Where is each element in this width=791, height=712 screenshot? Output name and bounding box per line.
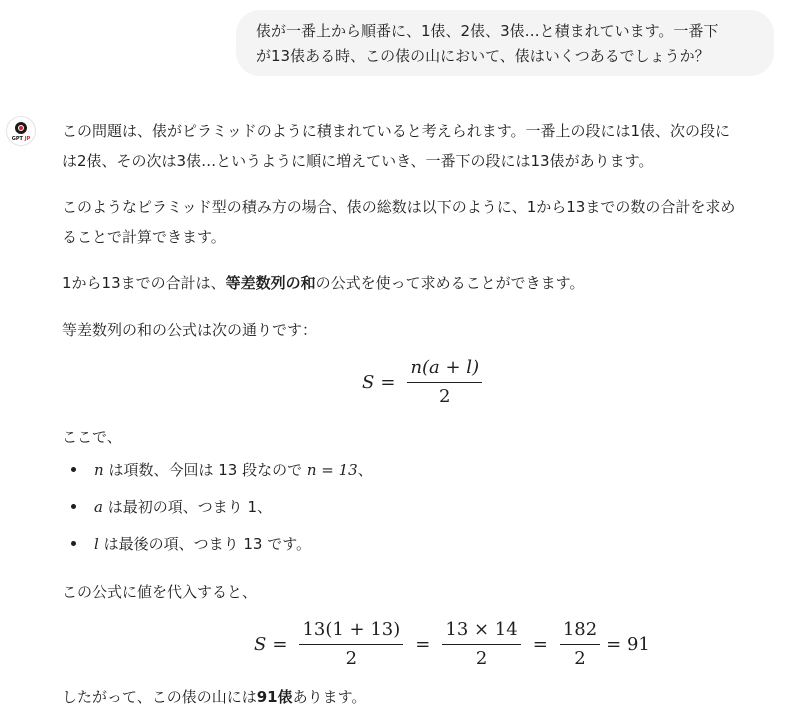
list-item: l は最後の項、つまり 13 です。 — [62, 529, 762, 566]
assistant-avatar — [6, 116, 36, 146]
substituted-formula: S = $\frac{13(1 + 13)}{2}$ = $\frac{13 \times 14}{2}$ = $\frac{182}{2}$ = 91 — [254, 619, 650, 669]
answer-paragraph-3: 1から13までの合計は、等差数列の和の公式を使って求めることができます。 — [62, 274, 585, 292]
answer-paragraph-1: この問題は、俵がピラミッドのように積まれていると考えられます。一番上の段には1俵、次の段に は2俵、その次は3俵…というように順に増えていき、一番下の段には13俵があります。 — [62, 122, 731, 170]
list-item: n は項数、今回は 13 段なので n = 13、 — [62, 455, 762, 492]
answer-paragraph-4: 等差数列の和の公式は次の通りです： — [62, 321, 318, 339]
answer-paragraph-5: この公式に値を代入すると、 — [62, 583, 258, 601]
answer-conclusion: したがって、この俵の山には91俵あります。 — [62, 688, 367, 706]
variable-list — [62, 455, 762, 566]
user-message-line-1: 俵が一番上から順番に、1俵、2俵、3俵…と積まれています。一番下 — [256, 22, 719, 40]
user-message-line-2: が13俵ある時、この俵の山において、俵はいくつあるでしょうか？ — [256, 47, 710, 65]
avatar-label: GPT JP — [11, 136, 31, 142]
bold-answer: 91俵 — [256, 688, 293, 706]
answer-koko: ここで、 — [62, 428, 122, 446]
sum-formula: S = $\frac{n(a + l)}{2}$ — [362, 357, 488, 408]
answer-paragraph-2: このようなピラミッド型の積み方の場合、俵の総数は以下のように、1から13までの数の合計を求め ることで計算できます。 — [62, 198, 736, 246]
list-item: a は最初の項、つまり 1、 — [62, 492, 762, 529]
formula-fraction: $\frac{n(a + l)}{2}$ — [407, 357, 482, 408]
user-message-bubble — [236, 10, 774, 76]
bold-term: 等差数列の和 — [225, 274, 316, 292]
gptjp-logo-icon — [15, 122, 27, 134]
